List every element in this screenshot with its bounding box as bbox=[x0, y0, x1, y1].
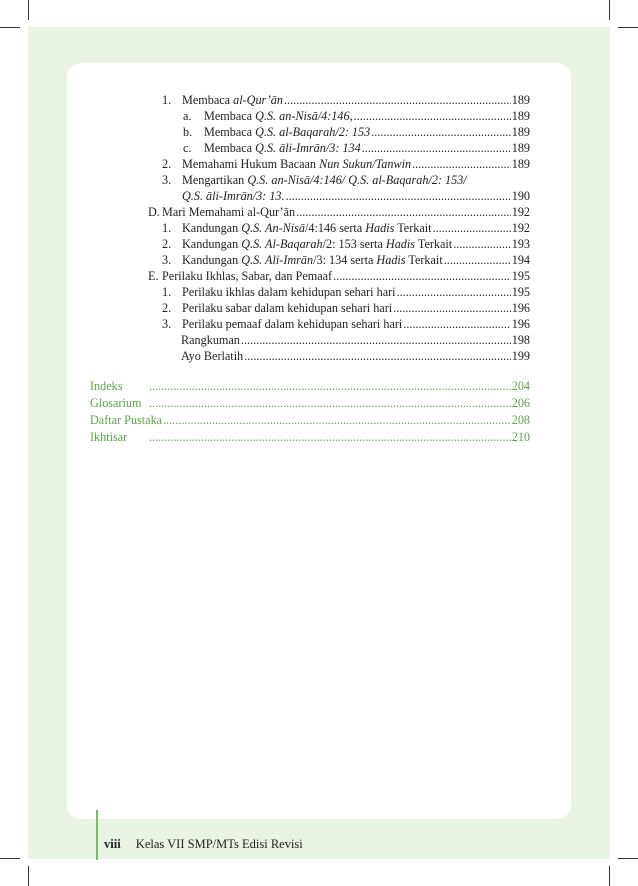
toc-page-number: 195 bbox=[511, 285, 530, 299]
dot-leader bbox=[284, 92, 511, 108]
toc-title-segment: Q.S. āli-Imrān/3: 13. bbox=[182, 189, 285, 203]
toc-entry-title bbox=[204, 108, 353, 124]
toc-title-segment: Mengartikan bbox=[182, 173, 248, 187]
toc-entry-number: 3. bbox=[162, 173, 172, 187]
dot-leader bbox=[163, 412, 511, 428]
toc-entry[interactable] bbox=[162, 316, 530, 332]
toc-entry[interactable] bbox=[162, 172, 530, 188]
toc-title-segment: Kandungan bbox=[182, 221, 242, 235]
toc-entry[interactable] bbox=[162, 236, 530, 252]
toc-title-segment: Terkait bbox=[415, 237, 453, 251]
toc-title-segment: Q.S. an-Nisā/4:146/ Q.S. al-Baqarah/2: 153/ bbox=[247, 173, 467, 187]
toc-page-number: 189 bbox=[511, 125, 530, 139]
toc-entry-number: 2. bbox=[162, 301, 172, 315]
toc-page-number: 199 bbox=[511, 349, 530, 363]
toc-title-segment: /3: 134 serta bbox=[313, 253, 377, 267]
toc-entry-number: a. bbox=[183, 109, 192, 123]
toc-entry-number: D. bbox=[148, 205, 160, 219]
toc-page-number: 196 bbox=[511, 317, 530, 331]
toc-title-segment: Memahami Hukum Bacaan bbox=[182, 157, 320, 171]
toc-entry-title bbox=[182, 300, 392, 316]
toc-page-number: 189 bbox=[511, 141, 530, 155]
toc-title-segment: Rangkuman bbox=[181, 333, 240, 347]
toc-title-segment: Membaca bbox=[204, 109, 256, 123]
toc-title-segment: Q.S. Ali-Imrān bbox=[241, 253, 314, 267]
footer-accent-bar bbox=[96, 810, 98, 860]
dot-leader bbox=[244, 348, 511, 364]
toc-title-segment: Perilaku ikhlas dalam kehidupan sehari hari bbox=[182, 285, 396, 299]
dot-leader bbox=[393, 300, 511, 316]
toc-page-number: 195 bbox=[511, 269, 530, 283]
toc-entry-title bbox=[181, 348, 243, 364]
toc-title-segment: Membaca bbox=[204, 141, 256, 155]
dot-leader bbox=[371, 124, 511, 140]
toc-entry[interactable] bbox=[183, 140, 530, 156]
toc-title-segment: Membaca bbox=[182, 93, 234, 107]
toc-entry[interactable] bbox=[181, 348, 530, 364]
back-matter-page-number: 204 bbox=[511, 379, 530, 393]
toc-title-segment: Q.S. āli-Imrān/3: 134 bbox=[255, 141, 361, 155]
dot-leader bbox=[397, 284, 511, 300]
toc-page-number: 190 bbox=[511, 189, 530, 203]
dot-leader bbox=[412, 156, 511, 172]
dot-leader bbox=[354, 108, 511, 124]
toc-entry-number: b. bbox=[183, 125, 193, 139]
dot-leader bbox=[433, 220, 511, 236]
toc-title-segment: Perilaku sabar dalam kehidupan sehari hari bbox=[182, 301, 393, 315]
dot-leader bbox=[362, 140, 511, 156]
back-matter-entry[interactable] bbox=[90, 429, 530, 445]
toc-title-segment: /2: 153 serta bbox=[322, 237, 386, 251]
toc-entry-title bbox=[182, 220, 432, 236]
toc-entry-title bbox=[162, 204, 295, 220]
toc-entry-title bbox=[181, 332, 240, 348]
toc-title-segment: Q.S. An-Nisā bbox=[241, 221, 305, 235]
toc-entry[interactable] bbox=[162, 92, 530, 108]
toc-title-segment: Q.S. Al-Baqarah bbox=[241, 237, 323, 251]
toc-title-segment: al-Qur’ān bbox=[233, 93, 283, 107]
toc-entry-title bbox=[182, 252, 443, 268]
toc-entry-title bbox=[204, 140, 361, 156]
back-matter-entry[interactable] bbox=[90, 395, 530, 411]
dot-leader bbox=[296, 204, 511, 220]
toc-entry[interactable] bbox=[162, 300, 530, 316]
toc-entry[interactable] bbox=[148, 204, 530, 220]
toc-entry[interactable] bbox=[183, 108, 530, 124]
toc-title-segment: , bbox=[349, 109, 353, 123]
toc-entry-number: 1. bbox=[162, 221, 172, 235]
back-matter-title: Daftar Pustaka bbox=[90, 413, 163, 427]
toc-entry-title bbox=[182, 316, 402, 332]
back-matter-title: Ikhtisar bbox=[90, 430, 128, 444]
toc-entry-title bbox=[182, 188, 285, 204]
dot-leader bbox=[333, 268, 511, 284]
toc-entry-title bbox=[204, 124, 370, 140]
back-matter-page-number: 210 bbox=[511, 430, 530, 444]
toc-title-segment: Q.S. al-Baqarah/2: 153 bbox=[255, 125, 371, 139]
toc-entry[interactable] bbox=[183, 124, 530, 140]
toc-entry[interactable] bbox=[162, 220, 530, 236]
back-matter-entry[interactable] bbox=[90, 378, 530, 394]
toc-page-number: 194 bbox=[511, 253, 530, 267]
toc-page-number: 193 bbox=[511, 237, 530, 251]
dot-leader bbox=[241, 332, 511, 348]
toc-entry[interactable] bbox=[162, 156, 530, 172]
toc-title-segment: Nun Sukun/Tanwin bbox=[319, 157, 412, 171]
toc-page-number: 189 bbox=[511, 157, 530, 171]
toc-entry[interactable] bbox=[181, 332, 530, 348]
toc-page-number: 196 bbox=[511, 301, 530, 315]
dot-leader bbox=[444, 252, 511, 268]
toc-entry-number: 3. bbox=[162, 253, 172, 267]
page-number: viii bbox=[104, 837, 121, 851]
toc-entry-title bbox=[162, 268, 332, 284]
back-matter-title: Indeks bbox=[90, 379, 123, 393]
dot-leader bbox=[403, 316, 510, 332]
toc-entry-title bbox=[182, 284, 396, 300]
toc-entry-title bbox=[182, 92, 283, 108]
dot-leader bbox=[149, 429, 511, 445]
toc-entry-number: 2. bbox=[162, 237, 172, 251]
dot-leader bbox=[149, 378, 511, 394]
dot-leader bbox=[453, 236, 511, 252]
back-matter-entry[interactable] bbox=[90, 412, 530, 428]
toc-entry-title bbox=[182, 236, 452, 252]
toc-title-segment: Hadis bbox=[385, 237, 416, 251]
back-matter-page-number: 206 bbox=[511, 396, 530, 410]
toc-page-number: 189 bbox=[511, 109, 530, 123]
toc-entry-number: 1. bbox=[162, 93, 172, 107]
toc-entry-title bbox=[182, 172, 467, 188]
toc-page-number: 198 bbox=[511, 333, 530, 347]
toc-entry[interactable] bbox=[182, 188, 530, 204]
toc-entry-number: 1. bbox=[162, 285, 172, 299]
toc-title-segment: Perilaku Ikhlas, Sabar, dan Pemaaf bbox=[162, 269, 333, 283]
toc-entry-number: c. bbox=[183, 141, 192, 155]
toc-title-segment: /4:146 serta bbox=[305, 221, 366, 235]
toc-title-segment: Hadis bbox=[376, 253, 406, 267]
toc-entry[interactable] bbox=[162, 252, 530, 268]
toc-page-number: 192 bbox=[511, 221, 530, 235]
book-title: Kelas VII SMP/MTs Edisi Revisi bbox=[135, 837, 303, 851]
toc-title-segment: Q.S. an-Nisā/4:146 bbox=[255, 109, 350, 123]
toc-title-segment: Ayo Berlatih bbox=[181, 349, 244, 363]
toc-entry[interactable] bbox=[162, 284, 530, 300]
toc-title-segment: Perilaku pemaaf dalam kehidupan sehari hari bbox=[182, 317, 403, 331]
toc-entry-title bbox=[182, 156, 411, 172]
toc-title-segment: Kandungan bbox=[182, 253, 242, 267]
toc-title-segment: Mari Memahami al-Qur’ān bbox=[162, 205, 296, 219]
toc-title-segment: Hadis bbox=[365, 221, 395, 235]
toc-entry-number: 2. bbox=[162, 157, 172, 171]
page-footer bbox=[104, 837, 303, 852]
toc-title-segment: Terkait bbox=[394, 221, 432, 235]
toc-page-number: 189 bbox=[511, 93, 530, 107]
back-matter-page-number: 208 bbox=[511, 413, 530, 427]
toc-title-segment: Kandungan bbox=[182, 237, 242, 251]
dot-leader bbox=[149, 395, 511, 411]
toc-title-segment: Membaca bbox=[204, 125, 256, 139]
toc-entry-number: 3. bbox=[162, 317, 172, 331]
dot-leader bbox=[286, 188, 511, 204]
toc-page-number: 192 bbox=[511, 205, 530, 219]
back-matter-title: Glosarium bbox=[90, 396, 142, 410]
toc-entry[interactable] bbox=[148, 268, 530, 284]
toc-title-segment: Terkait bbox=[405, 253, 443, 267]
toc-entry-number: E. bbox=[148, 269, 159, 283]
